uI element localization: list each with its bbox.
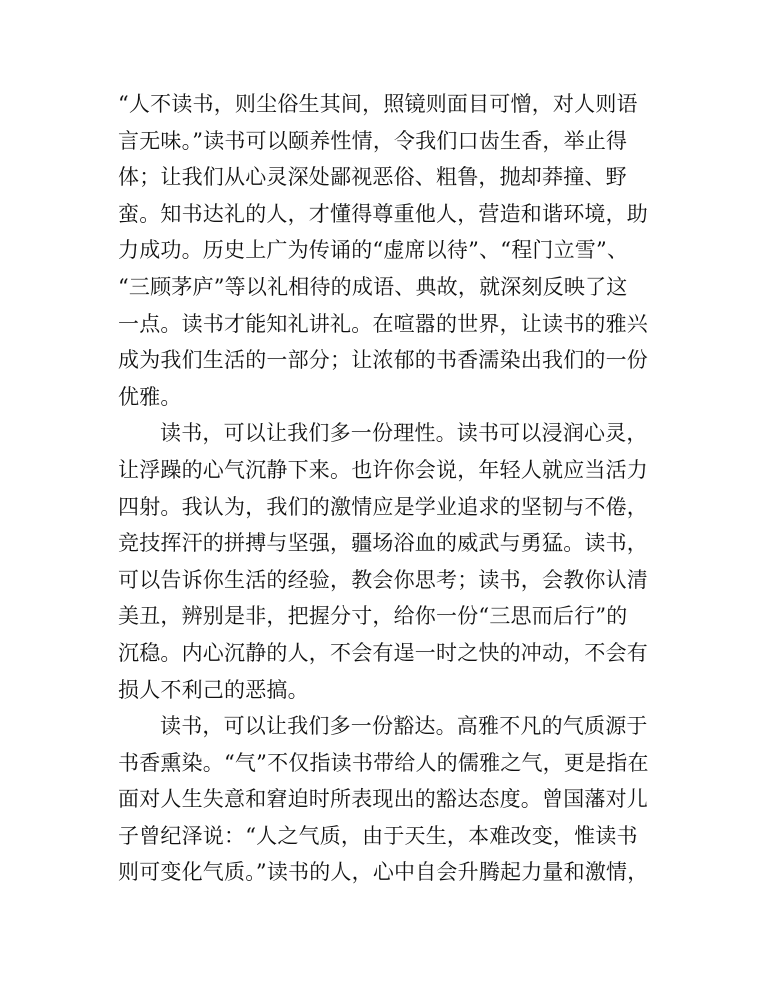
text-line: 一点。读书才能知礼讲礼。在喧嚣的世界，让读书的雅兴 [118, 311, 648, 336]
text-line: 读书，可以让我们多一份理性。读书可以浸润心灵， [160, 421, 648, 446]
essay-body [118, 86, 658, 891]
paragraph-1 [118, 86, 658, 415]
paragraph-2 [118, 415, 658, 708]
text-line: 成为我们生活的一部分；让浓郁的书香濡染出我们的一份 [118, 348, 648, 373]
text-line: 言无味。”读书可以颐养性情，令我们口齿生香，举止得 [118, 128, 628, 153]
text-line: 体；让我们从心灵深处鄙视恶俗、粗鲁，抛却莽撞、野 [118, 165, 627, 190]
text-line: 蛮。知书达礼的人，才懂得尊重他人，营造和谐环境，助 [118, 201, 648, 226]
text-line: 书香熏染。“气”不仅指读书带给人的儒雅之气，更是指在 [118, 750, 649, 775]
text-line: 让浮躁的心气沉静下来。也许你会说，年轻人就应当活力 [118, 457, 648, 482]
text-line: “三顾茅庐”等以礼相待的成语、典故，就深刻反映了这 [118, 274, 628, 299]
text-line: “人不读书，则尘俗生其间，照镜则面目可憎，对人则语 [118, 92, 638, 116]
text-line: 损人不利己的恶搞。 [118, 677, 309, 702]
text-line: 四射。我认为，我们的激情应是学业追求的坚韧与不倦， [118, 494, 648, 519]
text-line: 面对人生失意和窘迫时所表现出的豁达态度。曾国藩对儿 [118, 787, 648, 812]
text-line: 竞技挥汗的拼搏与坚强，疆场浴血的威武与勇猛。读书， [118, 531, 648, 556]
text-line: 子曾纪泽说：“人之气质，由于天生，本难改变，惟读书 [118, 823, 638, 848]
text-line: 可以告诉你生活的经验，教会你思考；读书，会教你认清 [118, 567, 648, 592]
paragraph-3 [118, 708, 658, 891]
text-line: 优雅。 [118, 384, 182, 409]
text-line: 力成功。历史上广为传诵的“虚席以待”、“程门立雪”、 [118, 238, 629, 263]
text-line: 读书，可以让我们多一份豁达。高雅不凡的气质源于 [160, 714, 648, 739]
text-line: 沉稳。内心沉静的人，不会有逞一时之快的冲动，不会有 [118, 640, 648, 665]
text-line: 美丑，辨别是非，把握分寸，给你一份“三思而后行”的 [118, 604, 628, 629]
text-line: 则可变化气质。”读书的人，心中自会升腾起力量和激情， [118, 860, 649, 885]
